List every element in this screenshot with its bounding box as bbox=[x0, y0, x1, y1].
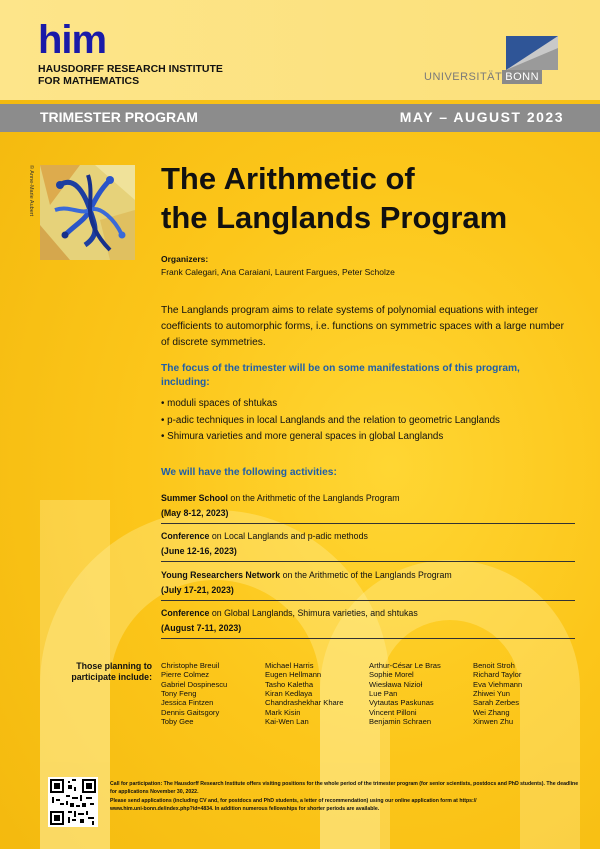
activity-global-conference bbox=[161, 609, 575, 639]
list-item: Eugen Hellmann bbox=[265, 670, 322, 680]
institute-name-line2: FOR MATHEMATICS bbox=[38, 75, 140, 88]
institute-name-line1: HAUSDORFF RESEARCH INSTITUTE bbox=[38, 63, 223, 75]
university-name: BONN bbox=[502, 70, 542, 84]
list-item: Wei Zhang bbox=[473, 707, 510, 717]
activity-name: Conference bbox=[161, 608, 210, 618]
list-item: • p-adic techniques in local Langlands and the relation to geometric Langlands bbox=[161, 413, 500, 430]
list-item: Tony Feng bbox=[161, 688, 197, 698]
title-line1: The Arithmetic of bbox=[161, 161, 415, 196]
list-item: Lue Pan bbox=[369, 688, 398, 698]
list-item: Xinwen Zhu bbox=[473, 716, 514, 726]
list-item: Dennis Gaitsgory bbox=[161, 707, 220, 717]
list-item: Sophie Morel bbox=[369, 670, 414, 680]
qr-code[interactable] bbox=[48, 777, 98, 827]
participants-column-2 bbox=[265, 661, 344, 726]
list-item: • Shimura varieties and more general spaces in global Langlands bbox=[161, 429, 500, 446]
list-item: Vytautas Paskunas bbox=[369, 698, 434, 708]
university-bonn-logo-mark bbox=[506, 36, 558, 70]
list-item: • moduli spaces of shtukas bbox=[161, 396, 500, 413]
activity-dates: (May 8-12, 2023) bbox=[161, 507, 229, 518]
title-line2: the Langlands Program bbox=[161, 199, 508, 235]
activity-dates: (August 7-11, 2023) bbox=[161, 622, 242, 633]
list-item: Jessica Fintzen bbox=[161, 698, 214, 708]
participants-label bbox=[58, 661, 152, 682]
list-item: Sarah Zerbes bbox=[473, 698, 520, 708]
university-bonn-logo[interactable] bbox=[424, 72, 542, 83]
him-logo[interactable]: him bbox=[38, 18, 107, 62]
focus-list bbox=[161, 396, 500, 446]
activity-name: Conference bbox=[161, 531, 210, 541]
participants-label-line1: Those planning to bbox=[76, 661, 152, 671]
activity-name: Young Researchers Network bbox=[161, 570, 281, 580]
list-item: Arthur-César Le Bras bbox=[369, 661, 441, 670]
activity-description: on Global Langlands, Shimura varieties, and shtukas bbox=[209, 608, 418, 618]
intro-paragraph: The Langlands program aims to relate systems of polynomial equations with integer coefficients to automorphic forms, i.e. functions on symmetric spaces with a large number of discrete symmetries. bbox=[161, 305, 564, 348]
call-for-participation bbox=[110, 781, 580, 813]
university-label: UNIVERSITÄT bbox=[424, 71, 503, 83]
list-item: Gabriel Dospinescu bbox=[161, 679, 228, 689]
activity-description: on Local Langlands and p-adic methods bbox=[209, 531, 368, 541]
list-item: Mark Kisin bbox=[265, 707, 301, 717]
artwork-image bbox=[40, 165, 135, 260]
list-item: Benoit Stroh bbox=[473, 661, 515, 670]
list-item: Wiesława Nizioł bbox=[369, 679, 423, 689]
activity-description: on the Arithmetic of the Langlands Program bbox=[280, 570, 452, 580]
call-text: The Hausdorff Research Institute offers visiting positions for the whole period of the trimester program (for senior scientists, postdocs and PhD students). The deadline for applications November 30, 2022. bbox=[110, 781, 579, 795]
program-band bbox=[0, 104, 600, 132]
institute-name bbox=[38, 63, 223, 87]
call-fellowships: . In addition numerous fellowships for shorter periods are available. bbox=[211, 805, 380, 812]
activity-dates: (July 17-21, 2023) bbox=[161, 584, 234, 595]
list-item: Michael Harris bbox=[265, 661, 314, 670]
participants-column-1 bbox=[161, 661, 227, 726]
header bbox=[0, 0, 600, 100]
call-instructions: Please send applications (including CV and, for postdocs and PhD students, a letter of recommendation) using our online application form at https:// bbox=[110, 798, 477, 805]
list-item: Tasho Kaletha bbox=[265, 679, 314, 689]
artwork-credit bbox=[24, 165, 34, 275]
participants-column-4 bbox=[473, 661, 522, 726]
activities-heading: We will have the following activities: bbox=[161, 467, 337, 478]
list-item: Richard Taylor bbox=[473, 670, 522, 680]
list-item: Christophe Breuil bbox=[161, 661, 220, 670]
activity-young-researchers bbox=[161, 571, 575, 601]
list-item: Toby Gee bbox=[161, 716, 194, 726]
list-item: Zhiwei Yun bbox=[473, 688, 511, 698]
participants-column-3 bbox=[369, 661, 441, 726]
participants-label-line2: participate include: bbox=[71, 671, 152, 682]
program-type: TRIMESTER PROGRAM bbox=[40, 109, 198, 125]
artwork-credit-text: © Anne-Marie Aubert bbox=[28, 165, 34, 217]
activity-dates: (June 12-16, 2023) bbox=[161, 545, 237, 556]
focus-heading: The focus of the trimester will be on some manifestations of this program, including: bbox=[161, 363, 520, 388]
call-heading: Call for participation: bbox=[110, 781, 163, 787]
activity-description: on the Arithmetic of the Langlands Program bbox=[227, 493, 400, 503]
list-item: Pierre Colmez bbox=[161, 670, 210, 680]
list-item: Chandrashekhar Khare bbox=[265, 698, 344, 708]
organizers-heading: Organizers: bbox=[161, 254, 209, 264]
list-item: Vincent Pilloni bbox=[369, 707, 417, 717]
activity-name: Summer School bbox=[161, 493, 228, 503]
organizers-names: Frank Calegari, Ana Caraiani, Laurent Fargues, Peter Scholze bbox=[161, 267, 395, 277]
page-title bbox=[161, 160, 507, 238]
list-item: Kai-Wen Lan bbox=[265, 716, 309, 726]
list-item: Kiran Kedlaya bbox=[265, 688, 313, 698]
list-item: Eva Viehmann bbox=[473, 679, 523, 689]
list-item: Benjamin Schraen bbox=[369, 716, 432, 726]
activity-summer-school bbox=[161, 494, 575, 524]
program-dates: MAY – AUGUST 2023 bbox=[399, 109, 564, 125]
activity-local-conference bbox=[161, 532, 575, 562]
application-link[interactable]: www.him.uni-bonn.de/index.php?id=4834 bbox=[110, 805, 212, 812]
